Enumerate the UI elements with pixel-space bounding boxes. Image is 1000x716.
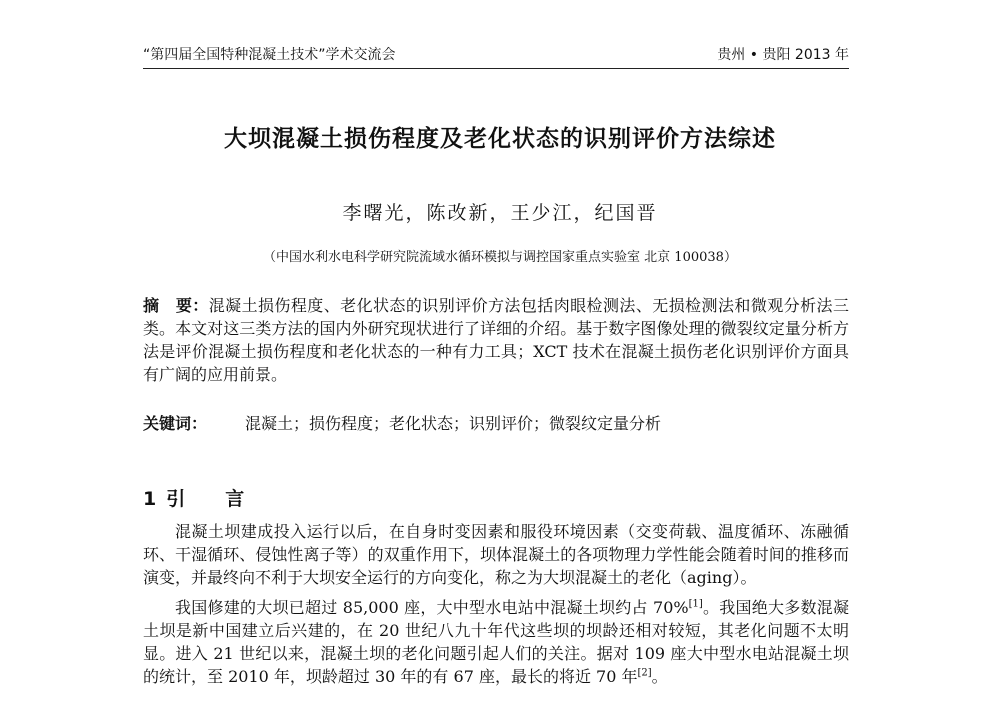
section-heading bbox=[143, 484, 244, 511]
abstract bbox=[143, 294, 849, 386]
keywords-text: 混凝土；损伤程度；老化状态；识别评价；微裂纹定量分析 bbox=[245, 414, 662, 433]
affiliation: （中国水利水电科学研究院流域水循环模拟与调控国家重点实验室 北京 100038） bbox=[263, 250, 737, 265]
abstract-label: 摘 要： bbox=[143, 296, 209, 315]
citation-ref[interactable]: [2] bbox=[637, 667, 652, 679]
section-number: 1 bbox=[143, 488, 157, 510]
citation-ref[interactable]: [1] bbox=[688, 598, 703, 610]
abstract-text: 混凝土损伤程度、老化状态的识别评价方法包括肉眼检测法、无损检测法和微观分析法三类。本文对这三类方法的国内外研究现状进行了详细的介绍。基于数字图像处理的微裂纹定量分析方法是评价混凝土损伤程度和老化状态的一种有力工具；XCT 技术在混凝土损伤老化识别评价方面具有广阔的应用前景。 bbox=[143, 296, 849, 384]
keywords bbox=[143, 412, 849, 435]
paragraph-text: 我国修建的大坝已超过 85,000 座，大中型水电站中混凝土坝约占 70% bbox=[175, 597, 689, 617]
paragraph-text: 。我国绝大多数混凝土坝是新中国建立后兴建的，在 20 世纪八九十年代这些坝的坝龄还相对较短，其老化问题不太明显。进入 21 世纪以来，混凝土坝的老化问题引起人们的关注。据对 109 座大中型水电站混凝土坝的统计，至 2010 年，坝龄超过 30 年的有 67 座，最长的将近 70 年 bbox=[143, 597, 849, 687]
location-year: 贵州 • 贵阳 2013 年 bbox=[717, 47, 849, 63]
keywords-label: 关键词： bbox=[143, 414, 208, 433]
running-header bbox=[143, 44, 849, 69]
paper-title: 大坝混凝土损伤程度及老化状态的识别评价方法综述 bbox=[224, 126, 776, 152]
section-title-part1: 引 bbox=[166, 488, 186, 510]
section-body bbox=[143, 520, 849, 694]
paragraph: 混凝土坝建成投入运行以后，在自身时变因素和服役环境因素（交变荷载、温度循环、冻融循环、干湿循环、侵蚀性离子等）的双重作用下，坝体混凝土的各项物理力学性能会随着时间的推移而演变，并最终向不利于大坝安全运行的方向变化，称之为大坝混凝土的老化（aging）。 bbox=[143, 522, 849, 588]
paragraph-text: 。 bbox=[651, 667, 668, 687]
paragraph bbox=[143, 596, 849, 689]
author-list: 李曙光，陈改新，王少江，纪国晋 bbox=[342, 202, 658, 224]
section-title-part2: 言 bbox=[225, 488, 245, 510]
conference-name: “第四届全国特种混凝土技术”学术交流会 bbox=[143, 47, 396, 63]
